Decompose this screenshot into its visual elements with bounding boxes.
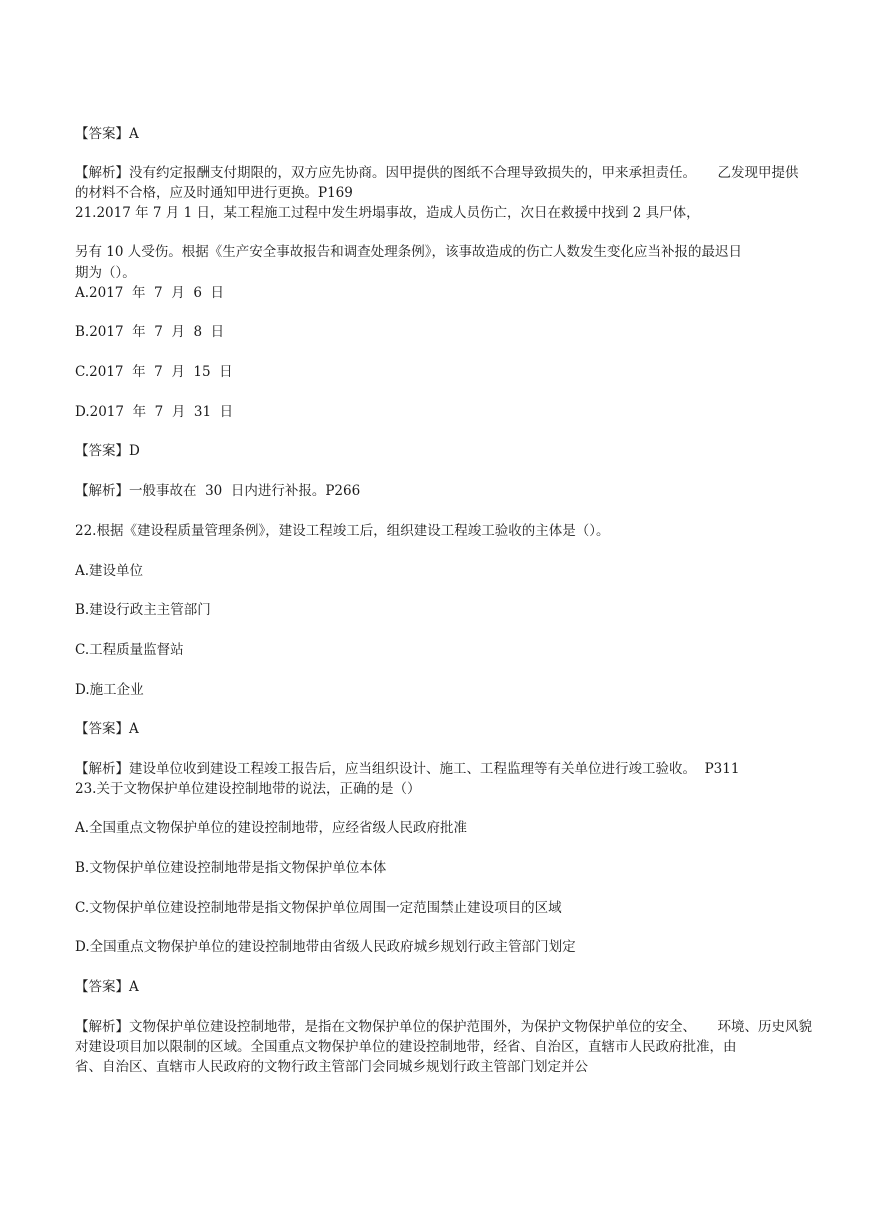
analysis-23-line-1: 【解析】文物保护单位建设控制地带，是指在文物保护单位的保护范围外，为保护文物保护单位的安全、 环境、历史风貌 <box>75 1019 812 1035</box>
analysis-20-line-2: 的材料不合格，应及时通知甲进行更换。P169 <box>75 185 353 201</box>
question-22-option-b: B.建设行政主主管部门 <box>75 602 211 618</box>
question-21-line-2: 另有 10 人受伤。根据《生产安全事故报告和调查处理条例》，该事故造成的伤亡人数发生变化应当补报的最迟日 <box>75 244 743 260</box>
analysis-22: 【解析】建设单位收到建设工程竣工报告后，应当组织设计、施工、工程监理等有关单位进行竣工验收。 P311 <box>75 761 740 777</box>
question-21-option-a: A.2017 年 7 月 6 日 <box>75 285 224 301</box>
question-21-option-c: C.2017 年 7 月 15 日 <box>75 364 233 380</box>
question-23-option-d: D.全国重点文物保护单位的建设控制地带由省级人民政府城乡规划行政主管部门划定 <box>75 939 576 955</box>
answer-23: 【答案】A <box>75 979 139 995</box>
question-21-option-d: D.2017 年 7 月 31 日 <box>75 404 234 420</box>
analysis-20-line-1: 【解析】没有约定报酬支付期限的，双方应先协商。因甲提供的图纸不合理导致损失的，甲来承担责任。 乙发现甲提供 <box>75 165 799 181</box>
question-23-option-c: C.文物保护单位建设控制地带是指文物保护单位周围一定范围禁止建设项目的区域 <box>75 900 562 916</box>
answer-21: 【答案】D <box>75 443 140 459</box>
question-22-option-d: D.施工企业 <box>75 682 144 698</box>
question-21-line-1: 21.2017 年 7 月 1 日，某工程施工过程中发生坍塌事故，造成人员伤亡，次日在救援中找到 2 具尸体， <box>75 205 700 221</box>
question-22-option-a: A.建设单位 <box>75 563 144 579</box>
answer-22: 【答案】A <box>75 721 139 737</box>
question-22-option-c: C.工程质量监督站 <box>75 642 184 658</box>
question-21-line-3: 期为（）。 <box>75 265 136 281</box>
question-23-option-a: A.全国重点文物保护单位的建设控制地带，应经省级人民政府批准 <box>75 820 468 836</box>
question-23: 23.关于文物保护单位建设控制地带的说法，正确的是（） <box>75 781 421 797</box>
question-22: 22.根据《建设程质量管理条例》，建设工程竣工后，组织建设工程竣工验收的主体是（）。 <box>75 523 610 539</box>
analysis-21: 【解析】一般事故在 30 日内进行补报。P266 <box>75 483 361 499</box>
answer-20: 【答案】A <box>75 126 139 142</box>
question-21-option-b: B.2017 年 7 月 8 日 <box>75 324 225 340</box>
question-23-option-b: B.文物保护单位建设控制地带是指文物保护单位本体 <box>75 860 387 876</box>
analysis-23-line-3: 省、自治区、直辖市人民政府的文物行政主管部门会同城乡规划行政主管部门划定并公 <box>75 1059 588 1075</box>
analysis-23-line-2: 对建设项目加以限制的区域。全国重点文物保护单位的建设控制地带，经省、自治区，直辖市人民政府批准，由 <box>75 1039 737 1055</box>
